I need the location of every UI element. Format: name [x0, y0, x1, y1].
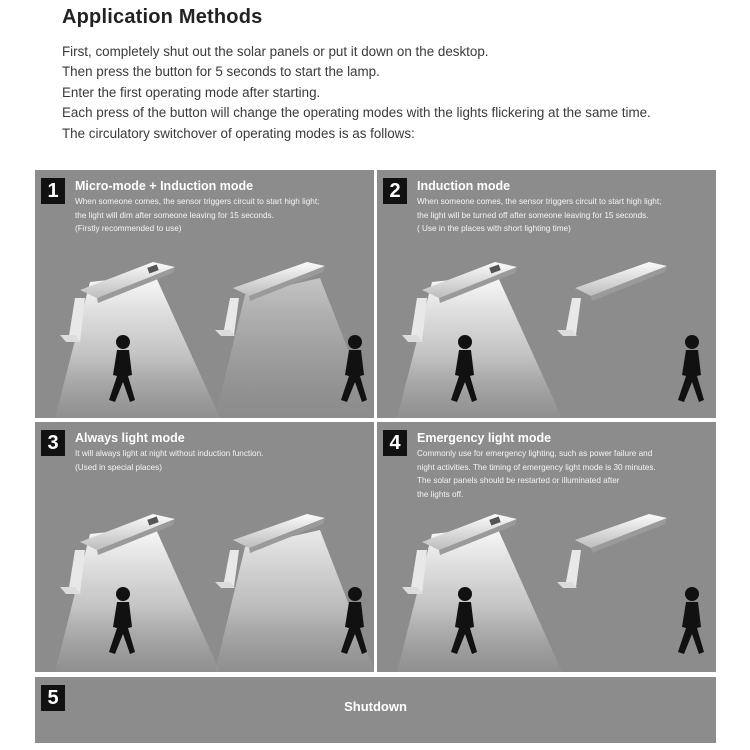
intro-text [62, 42, 742, 144]
mode-title: Micro-mode + Induction mode [75, 179, 254, 193]
mode-title: Always light mode [75, 431, 185, 445]
mode-description-line: When someone comes, the sensor triggers circuit to start high light; [417, 197, 662, 206]
mode-panel-4 [377, 422, 716, 672]
mode-description-line: the light will dim after someone leaving for 15 seconds. [75, 210, 274, 220]
shutdown-label: Shutdown [344, 699, 407, 714]
mode-description-line: Commonly use for emergency lighting, such as power failure and [417, 449, 653, 458]
mode-description [417, 447, 716, 501]
mode-description-line: (Used in special places) [75, 462, 162, 472]
mode-description [417, 195, 716, 236]
mode-panel-3 [35, 422, 374, 672]
intro-line: Each press of the button will change the operating modes with the lights flickering at the same time. [62, 105, 651, 121]
mode-number: 3 [41, 430, 65, 456]
mode-number: 2 [383, 178, 407, 204]
shutdown-panel [35, 677, 716, 743]
intro-line: Enter the first operating mode after starting. [62, 84, 321, 100]
mode-number: 5 [41, 685, 65, 711]
mode-number: 4 [383, 430, 407, 456]
mode-description-line: It will always light at night without induction function. [75, 449, 264, 458]
mode-description-line: ( Use in the places with short lighting time) [417, 224, 571, 233]
mode-description [75, 195, 374, 236]
mode-description [75, 447, 374, 474]
mode-description-line: the light will be turned off after someone leaving for 15 seconds. [417, 210, 649, 220]
mode-description-line: the lights off. [417, 489, 464, 499]
mode-panel-1 [35, 170, 374, 418]
mode-description-line: night activities. The timing of emergency light mode is 30 minutes. [417, 462, 656, 472]
intro-line: Then press the button for 5 seconds to start the lamp. [62, 64, 380, 80]
mode-description-line: When someone comes, the sensor triggers circuit to start high light; [75, 197, 320, 206]
mode-description-line: (Firstly recommended to use) [75, 224, 182, 233]
mode-title: Emergency light mode [417, 431, 552, 445]
page-title: Application Methods [62, 6, 263, 28]
mode-number: 1 [41, 178, 65, 204]
mode-panel-2 [377, 170, 716, 418]
intro-line: The circulatory switchover of operating modes is as follows: [62, 125, 415, 141]
intro-line: First, completely shut out the solar panels or put it down on the desktop. [62, 44, 489, 59]
mode-title: Induction mode [417, 179, 511, 193]
mode-description-line: The solar panels should be restarted or illuminated after [417, 476, 620, 485]
